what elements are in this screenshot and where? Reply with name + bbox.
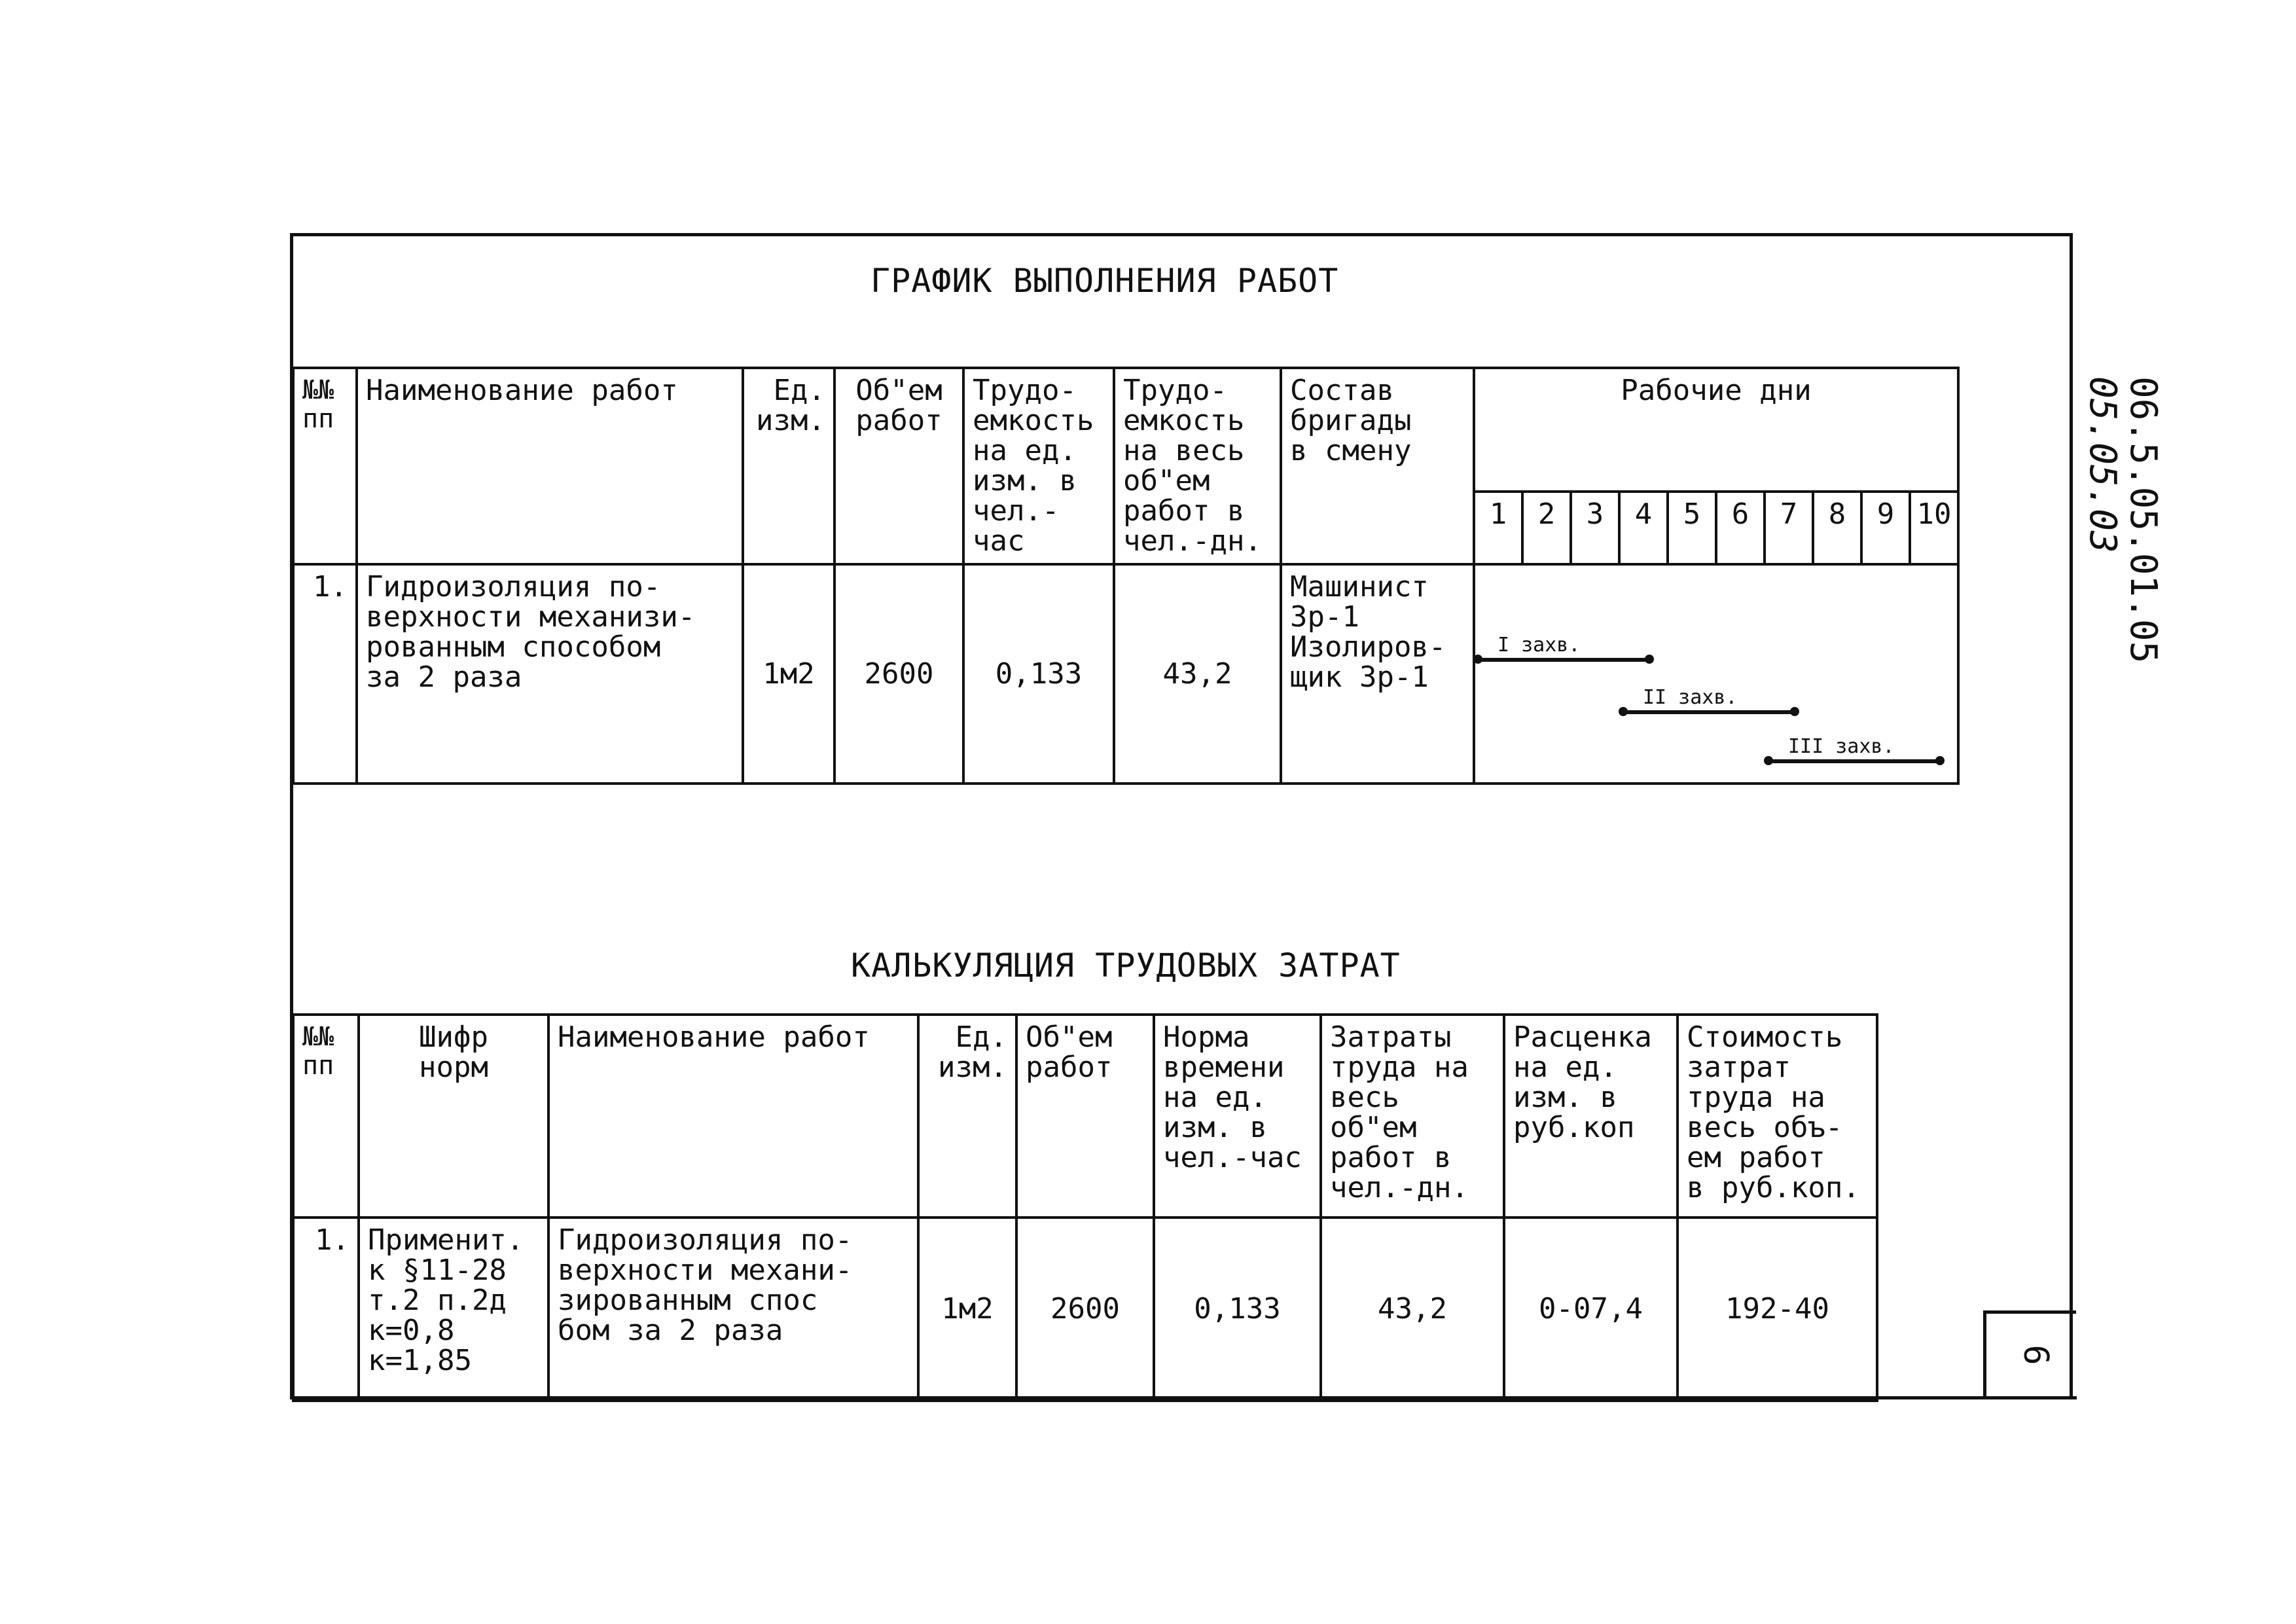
day-number-3: 3 (1571, 492, 1619, 564)
schedule-table (292, 367, 1960, 785)
document-code-line2: 05.05.03 (2081, 376, 2124, 553)
row-labor-unit: 0,133 (963, 564, 1114, 784)
calc-header-name: Наименование работ (548, 1015, 918, 1218)
calc-row-total-cost: 192-40 (1677, 1218, 1877, 1401)
day-number-2: 2 (1522, 492, 1571, 564)
gantt-bar-label-2: II захв. (1643, 686, 1738, 709)
schedule-title: ГРАФИК ВЫПОЛНЕНИЯ РАБОТ (870, 262, 1339, 300)
document-code (2078, 376, 2164, 664)
gantt-bar-label-3: III захв. (1788, 735, 1895, 758)
row-name: Гидроизоляция по- верхности механизи- рованным способом за 2 раза (357, 564, 743, 784)
calc-row-code: Применит. к §11-28 т.2 п.2д к=0,8 к=1,85 (359, 1218, 548, 1401)
row-volume: 2600 (834, 564, 963, 784)
header-unit: Ед. изм. (743, 368, 834, 564)
day-number-5: 5 (1668, 492, 1716, 564)
calc-row-unit: 1м2 (918, 1218, 1016, 1401)
calc-row-volume: 2600 (1016, 1218, 1154, 1401)
day-number-9: 9 (1861, 492, 1910, 564)
header-days: Рабочие дни (1474, 368, 1958, 492)
row-labor-total: 43,2 (1114, 564, 1281, 784)
header-labor-unit: Трудо- емкость на ед. изм. в чел.-час (963, 368, 1114, 564)
calc-header-code: Шифр норм (359, 1015, 548, 1218)
calc-header-cost-labor: Затраты труда на весь об"ем работ в чел.-дн. (1321, 1015, 1504, 1218)
day-number-10: 10 (1910, 492, 1958, 564)
calc-title: КАЛЬКУЛЯЦИЯ ТРУДОВЫХ ЗАТРАТ (851, 947, 1401, 984)
day-number-8: 8 (1813, 492, 1861, 564)
calc-row-norm: 0,133 (1154, 1218, 1321, 1401)
day-number-1: 1 (1474, 492, 1522, 564)
day-number-6: 6 (1716, 492, 1765, 564)
header-num: №№ пп (293, 368, 357, 564)
row-num: 1. (293, 564, 357, 784)
calc-header-rate: Расценка на ед. изм. в руб.коп (1504, 1015, 1677, 1218)
header-labor-total: Трудо- емкость на весь об"ем работ в чел.-дн. (1114, 368, 1281, 564)
calc-header-unit: Ед. изм. (918, 1015, 1016, 1218)
calc-row-cost-labor: 43,2 (1321, 1218, 1504, 1401)
page-number: 6 (2016, 1344, 2055, 1365)
gantt-cell (1474, 564, 1958, 784)
calc-header-num: №№ пп (293, 1015, 359, 1218)
calc-header-norm: Норма времени на ед. изм. в чел.-час (1154, 1015, 1321, 1218)
calc-header-volume: Об"ем работ (1016, 1015, 1154, 1218)
calc-row-name: Гидроизоляция по- верхности механи- зированным спос бом за 2 раза (548, 1218, 918, 1401)
gantt-bar-label-1: I захв. (1498, 634, 1581, 657)
calc-row-num: 1. (293, 1218, 359, 1401)
row-unit: 1м2 (743, 564, 834, 784)
header-crew: Состав бригады в смену (1281, 368, 1474, 564)
calc-table (292, 1013, 1878, 1402)
header-volume: Об"ем работ (834, 368, 963, 564)
calc-header-total-cost: Стоимость затрат труда на весь объ- ем работ в руб.коп. (1677, 1015, 1877, 1218)
day-number-7: 7 (1765, 492, 1813, 564)
row-crew: Машинист 3р-1 Изолиров- щик 3р-1 (1281, 564, 1474, 784)
calc-row-rate: 0-07,4 (1504, 1218, 1677, 1401)
day-number-4: 4 (1619, 492, 1668, 564)
header-name: Наименование работ (357, 368, 743, 564)
document-code-line1: 06.5.05.01.05 (2122, 376, 2164, 664)
